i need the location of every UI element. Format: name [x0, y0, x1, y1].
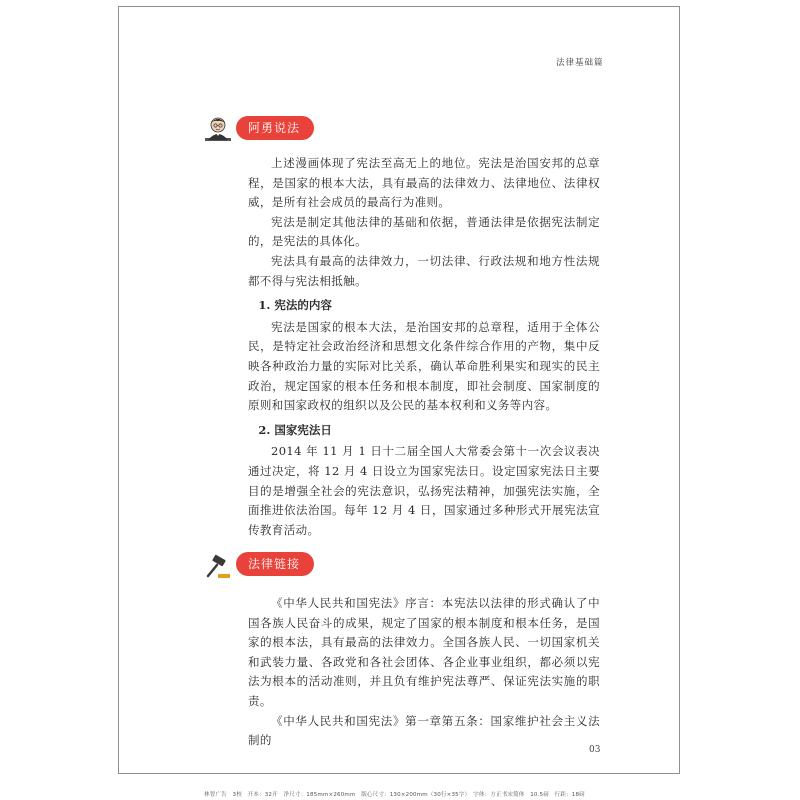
section1-body: [248, 154, 600, 540]
section-tag-legal-link: [236, 552, 314, 576]
section-tag-label: 阿勇说法: [236, 116, 314, 140]
paragraph: 《中华人民共和国宪法》序言：本宪法以法律的形式确认了中国各族人民奋斗的成果，规定了国家的根本制度和根本任务，是国家的根本法，具有最高的法律效力。全国各族人民、一切国家机关和武装力量、各政党和各社会团体、各企业事业组织，都必须以宪法为根本的活动准则，并且负有维护宪法尊严、保证宪法实施的职责。: [248, 596, 600, 708]
subheading: 1. 宪法的内容: [258, 298, 332, 313]
section2-body: [248, 594, 600, 751]
gavel-icon: [204, 554, 232, 584]
paragraph: 宪法具有最高的法律效力，一切法律、行政法规和地方性法规都不得与宪法相抵触。: [248, 253, 600, 288]
paragraph: 宪法是制定其他法律的基础和依据，普通法律是依据宪法制定的，是宪法的具体化。: [248, 214, 600, 249]
paragraph: 宪法是国家的根本大法，是治国安邦的总章程，适用于全体公民，是特定社会政治经济和思想文化条件综合作用的产物，集中反映各种政治力量的实际对比关系，确认革命胜利果实和现实的民主政治，规定国家的根本任务和根本制度，即社会制度、国家制度的原则和国家政权的组织以及公民的基本权利和义务等内容。: [248, 319, 600, 413]
page-number: 03: [589, 745, 601, 755]
print-specs: 林智广告 3校 开本：32开 净尺寸：185mm×260mm 版心尺寸：130×200mm（30行×35字） 字体：方正书宋简体 10.5磅 行距：18磅: [204, 792, 585, 798]
section-tag-label: 法律链接: [236, 552, 314, 576]
subheading: 2. 国家宪法日: [258, 422, 332, 437]
paragraph: 《中华人民共和国宪法》第一章第五条：国家维护社会主义法制的: [248, 713, 600, 748]
paragraph: 上述漫画体现了宪法至高无上的地位。宪法是治国安邦的总章程，是国家的根本大法，具有最高的法律效力、法律地位、法律权威，是所有社会成员的最高行为准则。: [248, 156, 600, 210]
section-tag-ayong: [236, 116, 314, 140]
cartoon-avatar-icon: [204, 114, 232, 146]
paragraph: 2014 年 11 月 1 日十二届全国人大常委会第十一次会议表决通过决定，将 12 月 4 日设立为国家宪法日。设定国家宪法日主要目的是增强全社会的宪法意识，弘扬宪法精神，加强宪法实施，全面推进依法治国。每年 12 月 4 日，国家通过多种形式开展宪法宣传教育活动。: [248, 444, 600, 537]
running-head: 法律基础篇: [556, 58, 604, 68]
